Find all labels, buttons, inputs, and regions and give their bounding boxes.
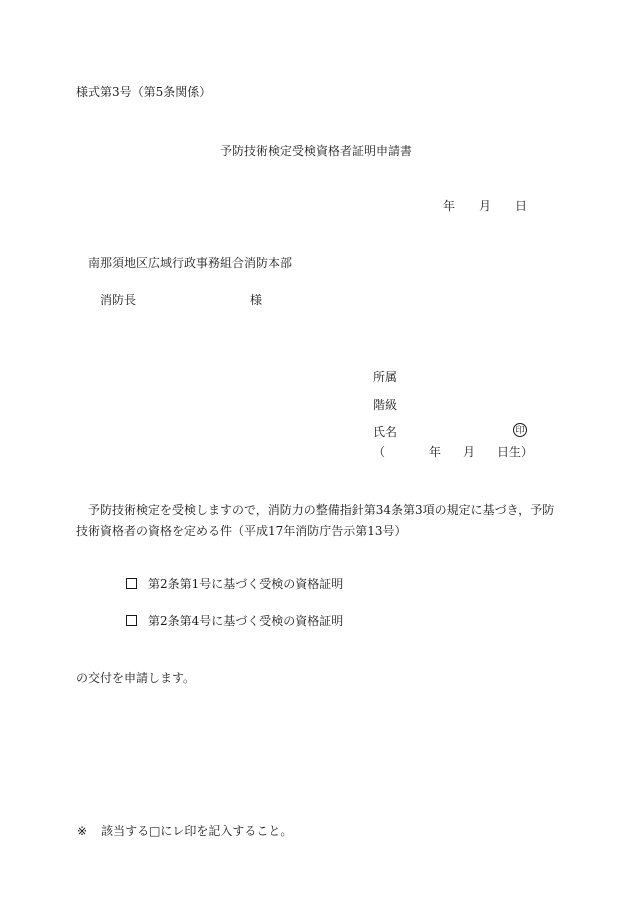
rank-label: 階級 [373,398,398,412]
option-label: 第2条第4号に基づく受検の資格証明 [148,614,344,628]
seal-icon: 印 [513,423,527,437]
birth-date [373,444,533,460]
date-day-label: 日 [515,199,528,213]
footnote-mark: ※ [77,824,88,838]
birth-day-label: 日生） [497,445,534,459]
birth-month-label: 月 [463,445,476,459]
option-article2-item4 [126,613,343,629]
document-title: 予防技術検定受検資格者証明申請書 [220,144,413,158]
form-number: 様式第3号（第5条関係） [76,85,212,99]
birth-year-label: 年 [429,445,442,459]
date-year-label: 年 [443,199,456,213]
option-label: 第2条第1号に基づく受検の資格証明 [148,577,344,591]
affiliation-label: 所属 [373,370,398,384]
honorific: 様 [250,293,263,307]
checkbox-article2-item4[interactable] [126,615,137,626]
chief-title: 消防長 [100,293,137,307]
option-article2-item1 [126,576,343,592]
date-month-label: 月 [479,199,492,213]
closing-statement: の交付を申請します。 [76,671,196,685]
birth-open-paren: （ [373,445,386,459]
checkbox-article2-item1[interactable] [126,578,137,589]
application-body-text: 予防技術検定を受検しますので，消防力の整備指針第34条第3項の規定に基づき，予防技術資格者の資格を定める件（平成17年消防庁告示第13号） [76,503,555,538]
addressee-organization: 南那須地区広域行政事務組合消防本部 [88,256,293,270]
name-label: 氏名 [373,425,398,439]
footnote [77,823,292,839]
footnote-text: 該当する□にレ印を記入すること。 [101,824,293,838]
addressee-chief [100,292,262,308]
application-date [443,198,527,214]
